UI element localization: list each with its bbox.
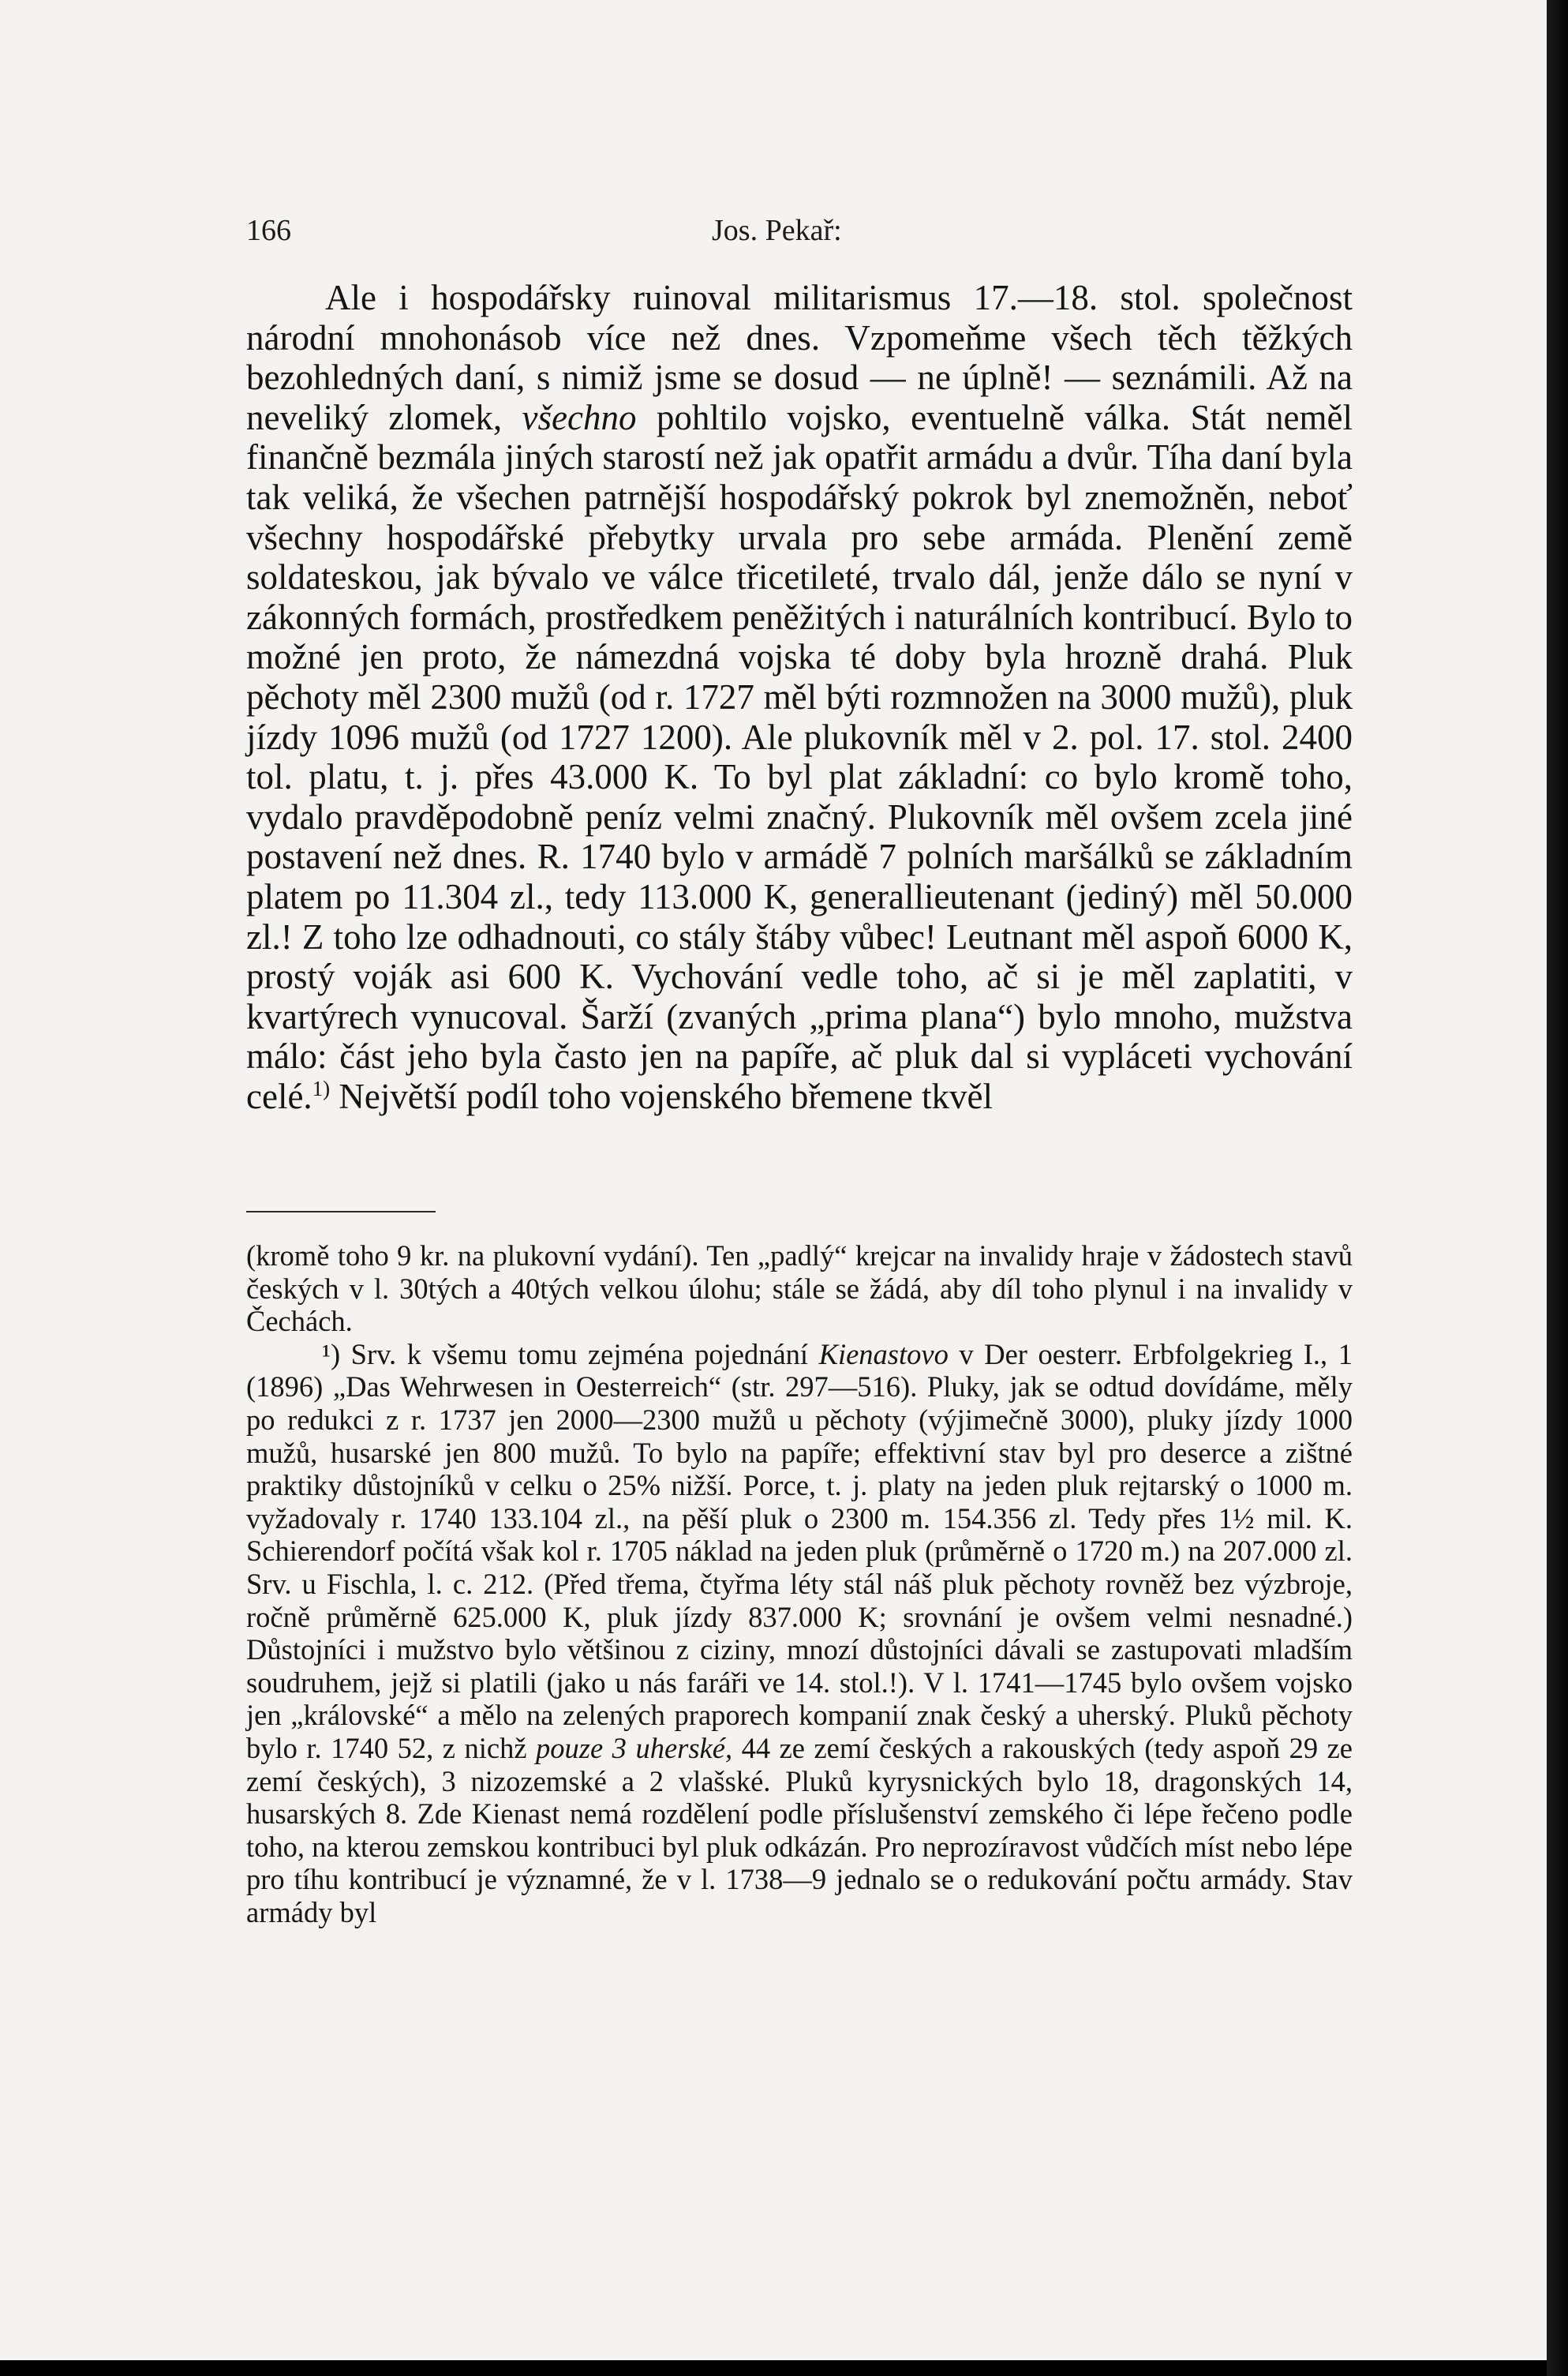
footnote-separator (246, 1211, 436, 1212)
main-text (246, 278, 1353, 1116)
footnote-continuation: (kromě toho 9 kr. na plukovní vydání). Ten „padlý“ krejcar na invalidy hraje v žádostech stavů českých v l. 30tých a 40tých velkou úlohu; stále se žádá, aby díl toho plynul i na invalidy v Čechách. (246, 1239, 1353, 1338)
scan-edge (1547, 0, 1568, 2376)
main-text-part-3: Největší podíl toho vojenského břemene tkvěl (330, 1076, 993, 1116)
footnote-1-part-c: 44 ze zemí českých a rakouských (tedy aspoň 29 ze zemí českých), 3 nizozemské a 2 vlašské. Pluků kyrysnických bylo 18, dragonských 14, husarských 8. Zde Kienast nemá rozdělení podle příslušenství zemského či lépe řečeno podle toho, na kterou zemskou kontribuci byl pluk odkázán. Pro neprozíravost vůdčích míst nebo lépe pro tíhu kontribucí je významné, že v l. 1738—9 jednalo se o redukování počtu armády. Stav armády byl (246, 1731, 1353, 1928)
emphasis-pouze-uherske: pouze 3 uherské, (536, 1731, 733, 1764)
footnote-1-part-b: v Der oesterr. Erbfolgekrieg I., 1 (1896) „Das Wehrwesen in Oesterreich“ (str. 297—516). Pluky, jak se odtud dovídáme, měly po redukci z r. 1737 jen 2000—2300 mužů u pěchoty (výjimečně 3000), pluky jízdy 1000 mužů, husarské jen 800 mužů. To bylo na papíře; effektivní stav byl pro deserce a zištné praktiky důstojníků v celku o 25% nižší. Porce, t. j. platy na jeden pluk rejtarský o 1000 m. vyžadovaly r. 1740 133.104 zl., na pěší pluk o 2300 m. 154.356 zl. Tedy přes 1½ mil. K. Schierendorf počítá však kol r. 1705 náklad na jeden pluk (průměrně o 1720 m.) na 207.000 zl. Srv. u Fischla, l. c. 212. (Před třema, čtyřma léty stál náš pluk pěchoty rovněž bez výzbroje, ročně průměrně 625.000 K, pluk jízdy 837.000 K; srovnání je ovšem velmi nesnadné.) Důstojníci i mužstvo bylo většinou z ciziny, mnozí důstojníci dávali se zastupovati mladším soudruhem, jejž si platili (jako u nás faráři ve 14. stol.!). V l. 1741—1745 bylo ovšem vojsko jen „královské“ a mělo na zelených praporech kompanií znak český a uherský. Pluků pěchoty bylo r. 1740 52, z nichž (246, 1337, 1353, 1764)
main-text-part-1: Ale i hospodářsky ruinoval militarismus 17.—18. stol. společnost národní mnohonásob více než dnes. Vzpomeňme všech těch těžkých bezohledných daní, s nimiž jsme se dosud — ne úplně! — seznámili. Až na neveliký zlomek, (246, 278, 1353, 437)
footnote-reference: 1) (312, 1076, 331, 1100)
footnotes (246, 1239, 1353, 1928)
running-head (246, 213, 1351, 260)
footnote-1-marker: ¹) (322, 1337, 341, 1370)
footnote-1 (246, 1338, 1353, 1929)
running-head-author: Jos. Pekař: (712, 214, 842, 247)
main-text-part-2: pohltilo vojsko, eventuelně válka. Stát neměl finančně bezmála jiných starostí než jak opatřit armádu a dvůr. Tíha daní byla tak veliká, že všechen patrnější hospodářský pokrok byl znemožněn, neboť všechny hospodářské přebytky urvala pro sebe armáda. Plenění země soldateskou, jak bývalo ve válce třicetileté, trvalo dál, jenže dálo se nyní v zákonných formách, prostředkem peněžitých i naturálních kontribucí. Bylo to možné jen proto, že námezdná vojska té doby byla hrozně drahá. Pluk pěchoty měl 2300 mužů (od r. 1727 měl býti rozmnožen na 3000 mužů), pluk jízdy 1096 mužů (od 1727 1200). Ale plukovník měl v 2. pol. 17. stol. 2400 tol. platu, t. j. přes 43.000 K. To byl plat základní: co bylo kromě toho, vydalo pravděpodobně peníz velmi značný. Plukovník měl ovšem zcela jiné postavení než dnes. R. 1740 bylo v armádě 7 polních maršálků se základním platem po 11.304 zl., tedy 113.000 K, generallieutenant (jediný) měl 50.000 zl.! Z toho lze odhadnouti, co stály štáby vůbec! Leutnant měl aspoň 6000 K, prostý voják asi 600 K. Vychování vedle toho, ač si je měl zaplatiti, v kvartýrech vynucoval. Šarží (zvaných „prima plana“) bylo mnoho, mužstva málo: část jeho byla často jen na papíře, ač pluk dal si vypláceti vychování celé. (246, 397, 1353, 1116)
emphasis-kienastovo: Kienastovo (818, 1337, 949, 1370)
page-number: 166 (246, 214, 291, 247)
emphasis-vsechno: všechno (522, 397, 637, 437)
main-paragraph (246, 278, 1353, 1116)
footnote-1-part-a: Srv. k všemu tomu zejména pojednání (340, 1337, 819, 1370)
